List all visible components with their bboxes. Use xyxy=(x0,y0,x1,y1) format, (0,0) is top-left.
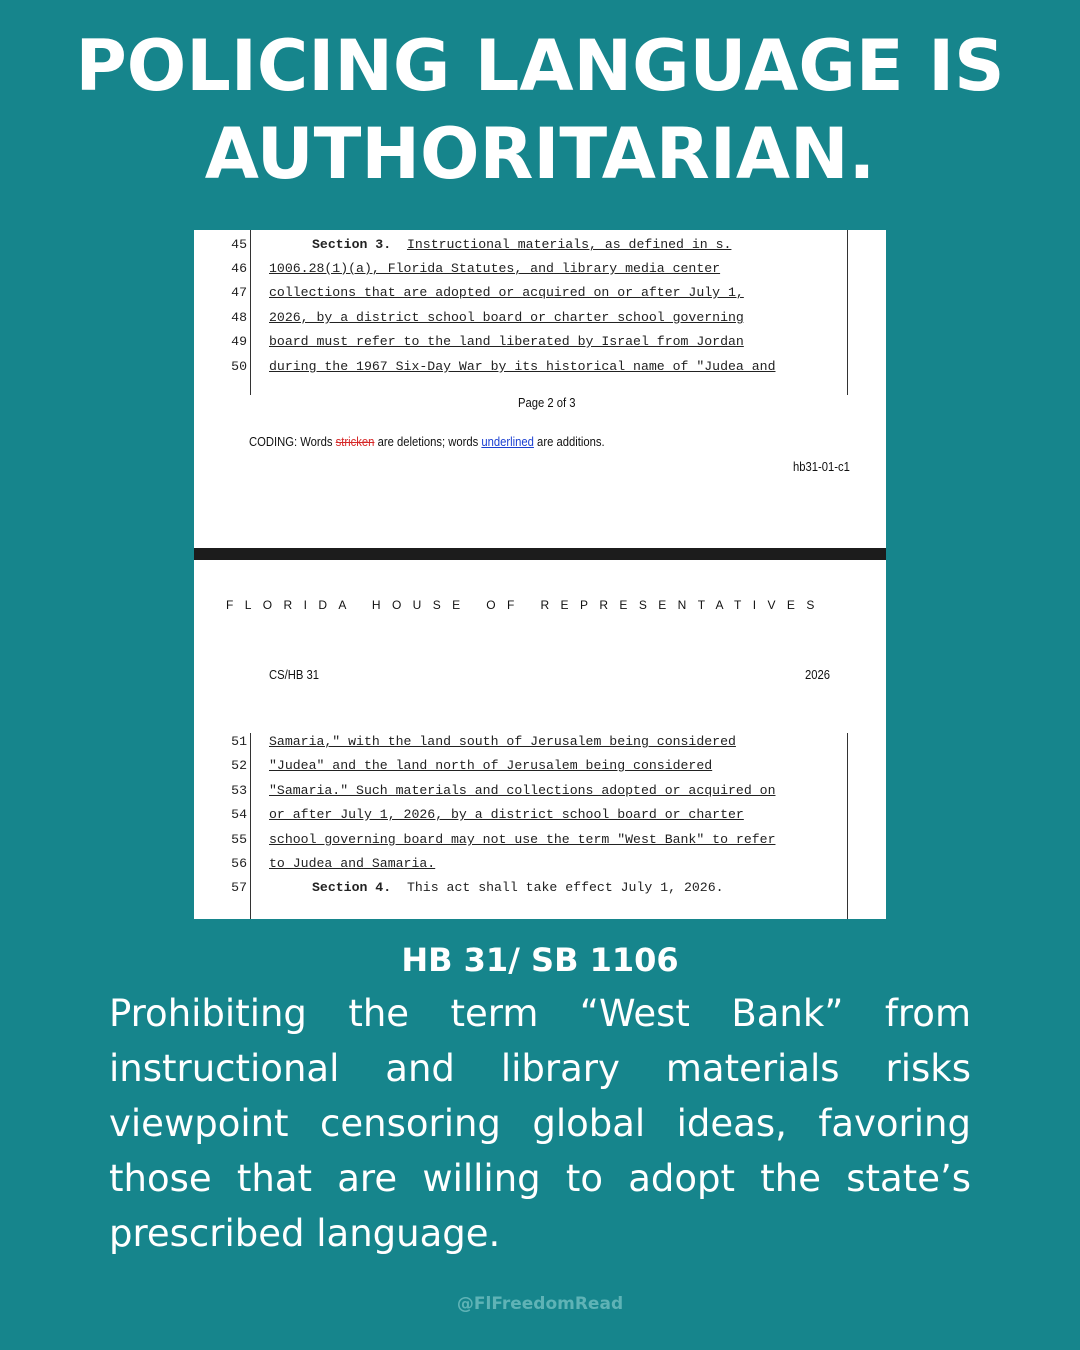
line-number: 55 xyxy=(231,832,247,847)
bill-label: CS/HB 31 xyxy=(269,668,320,682)
bill-line xyxy=(194,306,886,330)
coding-legend: CODING: Words stricken are deletions; words underlined are additions. xyxy=(249,435,605,449)
section-label: Section 4. xyxy=(312,880,392,895)
bill-line xyxy=(194,852,886,876)
line-text: board must refer to the land liberated by Israel from Jordan xyxy=(269,334,744,349)
bill-line xyxy=(194,355,886,379)
line-text: collections that are adopted or acquired on or after July 1, xyxy=(269,285,744,300)
description: Prohibiting the term “West Bank” from instructional and library materials risks viewpoint censoring global ideas, favoring those that are willing to adopt the state’s prescribed language. xyxy=(109,992,971,1255)
line-number: 50 xyxy=(231,359,247,374)
bill-page-2 xyxy=(194,230,886,548)
line-text: school governing board may not use the term "West Bank" to refer xyxy=(269,832,776,847)
headline-line-1: POLICING LANGUAGE IS xyxy=(75,25,1005,107)
bill-line xyxy=(194,779,886,803)
bill-line xyxy=(194,330,886,354)
line-number: 51 xyxy=(231,734,247,749)
bill-id: HB 31/ SB 1106 xyxy=(401,941,679,979)
line-number: 56 xyxy=(231,856,247,871)
page-separator xyxy=(194,548,886,560)
line-number: 45 xyxy=(231,237,247,252)
headline-line-2: AUTHORITARIAN. xyxy=(204,113,876,195)
document-code: hb31-01-c1 xyxy=(793,460,850,474)
bill-line xyxy=(194,803,886,827)
bill-line xyxy=(194,876,886,900)
line-text: Samaria," with the land south of Jerusalem being considered xyxy=(269,734,736,749)
section-label: Section 3. xyxy=(312,237,392,252)
line-text: to Judea and Samaria. xyxy=(269,856,436,871)
line-text: "Judea" and the land north of Jerusalem being considered xyxy=(269,758,713,773)
bill-line xyxy=(194,281,886,305)
line-text: This act shall take effect July 1, 2026. xyxy=(406,880,724,895)
line-number: 47 xyxy=(231,285,247,300)
line-number: 46 xyxy=(231,261,247,276)
line-text: or after July 1, 2026, by a district school board or charter xyxy=(269,807,744,822)
bill-line xyxy=(194,828,886,852)
line-text: 1006.28(1)(a), Florida Statutes, and library media center xyxy=(269,261,721,276)
bill-line xyxy=(194,754,886,778)
line-text: "Samaria." Such materials and collections adopted or acquired on xyxy=(269,783,776,798)
bill-year: 2026 xyxy=(805,668,831,682)
line-number: 48 xyxy=(231,310,247,325)
stricken-sample: stricken xyxy=(335,435,375,449)
bill-line xyxy=(194,233,886,257)
line-number: 49 xyxy=(231,334,247,349)
line-number: 54 xyxy=(231,807,247,822)
bill-excerpt-image xyxy=(194,230,886,919)
line-number: 57 xyxy=(231,880,247,895)
line-number: 52 xyxy=(231,758,247,773)
house-header: FLORIDA HOUSE OF REPRESENTATIVES xyxy=(226,598,826,612)
underlined-sample: underlined xyxy=(481,435,534,449)
headline xyxy=(0,22,1080,198)
line-text: Instructional materials, as defined in s. xyxy=(406,237,732,252)
bill-line xyxy=(194,730,886,754)
line-text: during the 1967 Six-Day War by its historical name of "Judea and xyxy=(269,359,776,374)
line-text: 2026, by a district school board or charter school governing xyxy=(269,310,744,325)
social-handle: @FlFreedomRead xyxy=(456,1294,624,1314)
line-number: 53 xyxy=(231,783,247,798)
bill-line xyxy=(194,257,886,281)
page-label: Page 2 of 3 xyxy=(518,396,576,410)
bill-page-3 xyxy=(194,560,886,919)
